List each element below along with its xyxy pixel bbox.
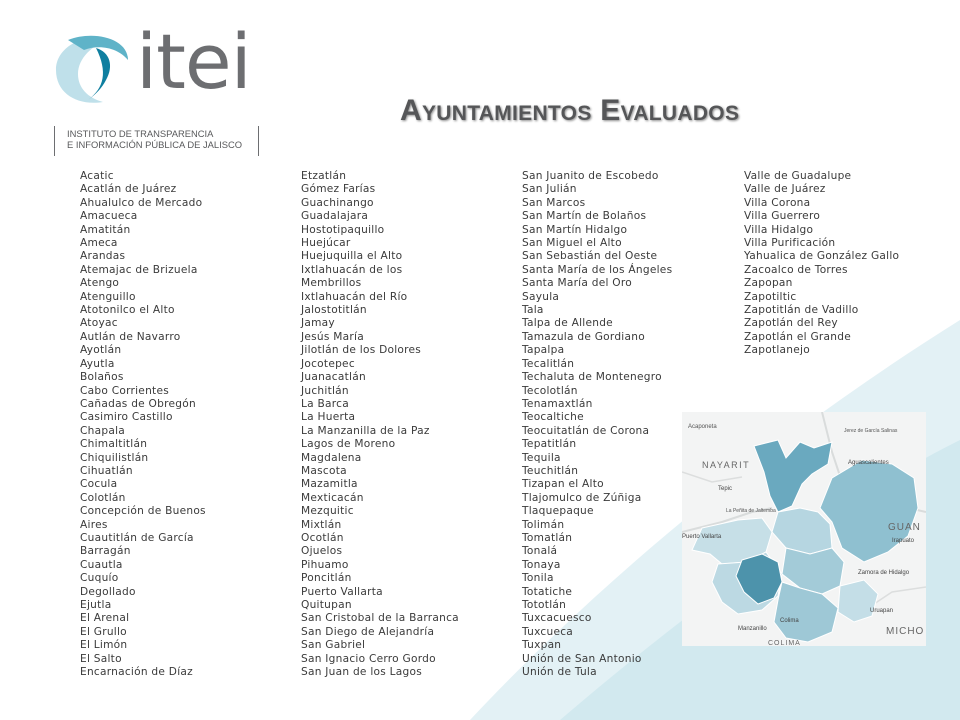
map-label-aguascalientes: Aguascalientes	[848, 460, 889, 466]
municipality-item: Tuxcacuesco	[522, 612, 592, 625]
municipality-item: Ahualulco de Mercado	[80, 196, 203, 209]
municipality-item: Poncitlán	[301, 572, 352, 585]
municipality-item: Ejutla	[80, 599, 112, 611]
municipality-item: Tonalá	[522, 545, 558, 558]
municipality-item: Jilotlán de los Dolores	[301, 344, 422, 357]
municipality-item: Magdalena	[301, 451, 362, 464]
municipality-item: Techaluta de Montenegro	[522, 371, 662, 384]
municipality-item: Tecalitlán	[522, 357, 575, 370]
municipality-item: Ixtlahuacán del Río	[301, 290, 408, 303]
municipality-item: Jesús María	[301, 330, 364, 343]
municipality-item: Zapotlán del Rey	[744, 317, 838, 330]
municipality-item: Sayula	[522, 290, 560, 303]
municipality-item: Tuxcueca	[522, 625, 574, 638]
map-label-colima: Colima	[780, 618, 799, 624]
municipality-item: Cihuatlán	[80, 464, 133, 477]
municipality-item: El Arenal	[80, 612, 130, 625]
municipality-item: Ayutla	[80, 357, 115, 370]
municipality-item: La Manzanilla de la Paz	[301, 424, 430, 437]
municipality-item: Quitupan	[301, 599, 352, 611]
itei-logo	[48, 17, 268, 160]
municipality-item: Teocuitatlán de Corona	[522, 424, 650, 437]
municipality-item: Teuchitlán	[522, 464, 579, 477]
municipality-item: Puerto Vallarta	[301, 585, 383, 598]
municipality-item: Acatic	[80, 170, 114, 182]
municipality-item: San Juanito de Escobedo	[522, 170, 659, 182]
municipality-item: Tequila	[522, 451, 561, 464]
map-label-guan: GUAN	[888, 522, 921, 533]
municipality-item: El Grullo	[80, 625, 127, 638]
municipality-column-3	[522, 170, 672, 679]
municipality-item: Cuautitlán de García	[80, 531, 194, 544]
municipality-item: Jalostotitlán	[301, 304, 367, 317]
municipality-item: San Diego de Alejandría	[301, 625, 435, 638]
logo-subtitle-line1: INSTITUTO DE TRANSPARENCIA	[67, 128, 214, 139]
municipality-item: Mascota	[301, 464, 347, 477]
municipality-item: Tuxpan	[522, 639, 562, 652]
municipality-item: Tapalpa	[522, 344, 565, 357]
municipality-item: Lagos de Moreno	[301, 438, 396, 451]
municipality-item: Yahualica de González Gallo	[744, 250, 900, 263]
jalisco-map	[682, 412, 926, 646]
municipality-item: Valle de Juárez	[744, 183, 826, 196]
municipality-item: Colotlán	[80, 491, 126, 504]
municipality-item: Zapotlanejo	[744, 344, 810, 357]
municipality-item: Tenamaxtlán	[522, 397, 593, 410]
map-label-irapuato: Irapuato	[892, 538, 915, 544]
municipality-item: Tepatitlán	[522, 438, 577, 451]
logo-subtitle-line2: E INFORMACIÓN PÚBLICA DE JALISCO	[67, 139, 243, 150]
municipality-item: Tala	[522, 304, 544, 317]
municipality-item: Etzatlán	[301, 170, 347, 182]
municipality-item: Cabo Corrientes	[80, 384, 169, 397]
municipality-item: Degollado	[80, 585, 136, 598]
municipality-item: Tlajomulco de Zúñiga	[522, 491, 642, 504]
map-label-colima-state: COLIMA	[768, 640, 801, 646]
municipality-item: Zapotlán el Grande	[744, 330, 851, 343]
municipality-item: Atenguillo	[80, 290, 136, 303]
municipality-item: Membrillos	[301, 277, 362, 290]
municipality-item: Aires	[80, 518, 108, 531]
logo-swirl-icon	[48, 30, 138, 110]
municipality-item: Juchitlán	[301, 384, 349, 397]
municipality-item: Arandas	[80, 250, 126, 263]
municipality-item: Atemajac de Brizuela	[80, 263, 198, 276]
municipality-item: Mixtlán	[301, 518, 342, 531]
map-label-uruapan: Uruapan	[870, 608, 894, 614]
municipality-item: Santa María del Oro	[522, 277, 632, 290]
municipality-item: Valle de Guadalupe	[744, 170, 852, 182]
map-label-acaponeta: Acaponeta	[688, 424, 717, 430]
map-label-manzanillo: Manzanillo	[738, 626, 767, 632]
municipality-item: Cañadas de Obregón	[80, 397, 196, 410]
municipality-item: Guachinango	[301, 196, 374, 209]
logo-subtitle	[54, 126, 259, 156]
municipality-item: San Sebastián del Oeste	[522, 250, 658, 263]
municipality-item: Guadalajara	[301, 210, 369, 223]
municipality-item: Villa Purificación	[744, 237, 836, 250]
municipality-item: Chimaltitlán	[80, 438, 148, 451]
municipality-item: Tlaquepaque	[522, 505, 594, 518]
municipality-item: Teocaltiche	[522, 411, 584, 424]
municipality-item: El Salto	[80, 652, 122, 665]
municipality-item: Jamay	[301, 317, 335, 330]
municipality-item: Santa María de los Ángeles	[522, 263, 673, 276]
municipality-item: Zapotitlán de Vadillo	[744, 304, 859, 317]
municipality-item: Tonila	[522, 572, 554, 585]
map-label-micho: MICHO	[886, 626, 925, 637]
municipality-item: Ayotlán	[80, 344, 122, 357]
municipality-item: San Ignacio Cerro Gordo	[301, 652, 436, 665]
municipality-item: Cuquío	[80, 572, 119, 585]
municipality-item: Barragán	[80, 545, 131, 558]
municipality-column-1	[80, 170, 206, 679]
municipality-item: San Juan de los Lagos	[301, 666, 423, 679]
municipality-item: Tolimán	[522, 518, 565, 531]
municipality-column-2	[301, 170, 459, 679]
municipality-item: Concepción de Buenos	[80, 505, 206, 518]
municipality-item: Unión de San Antonio	[522, 652, 642, 665]
municipality-item: La Huerta	[301, 411, 356, 424]
municipality-item: Talpa de Allende	[522, 317, 613, 330]
municipality-item: Atotonilco el Alto	[80, 304, 175, 317]
map-label-tepic: Tepic	[718, 486, 733, 492]
municipality-item: Amatitán	[80, 223, 131, 236]
municipality-item: Huejuquilla el Alto	[301, 250, 403, 263]
municipality-item: Encarnación de Díaz	[80, 666, 193, 679]
municipality-item: San Miguel el Alto	[522, 237, 622, 250]
municipality-item: Tamazula de Gordiano	[522, 330, 645, 343]
municipality-item: Casimiro Castillo	[80, 411, 173, 424]
municipality-item: Autlán de Navarro	[80, 330, 181, 343]
municipality-item: Ocotlán	[301, 531, 344, 544]
municipality-item: San Marcos	[522, 196, 586, 209]
municipality-item: Tonaya	[522, 558, 561, 571]
municipality-item: San Julián	[522, 183, 577, 196]
municipality-item: Chiquilistlán	[80, 451, 149, 464]
municipality-item: Atoyac	[80, 317, 118, 330]
municipality-item: Bolaños	[80, 371, 124, 384]
municipality-item: El Limón	[80, 639, 128, 652]
map-label-puerto: Puerto Vallarta	[682, 534, 722, 540]
municipality-item: Huejúcar	[301, 237, 351, 250]
municipality-item: San Martín de Bolaños	[522, 210, 647, 223]
municipality-item: Unión de Tula	[522, 666, 597, 679]
municipality-item: Gómez Farías	[301, 183, 376, 196]
logo-wordmark: itei	[136, 17, 251, 106]
municipality-item: Cuautla	[80, 558, 123, 571]
municipality-item: Chapala	[80, 424, 126, 437]
municipality-item: Amacueca	[80, 210, 138, 223]
municipality-item: Villa Hidalgo	[744, 223, 814, 236]
municipality-item: Ixtlahuacán de los	[301, 263, 403, 276]
municipality-item: Mazamitla	[301, 478, 358, 491]
municipality-item: La Barca	[301, 397, 349, 410]
municipality-column-4	[744, 170, 899, 358]
municipality-item: Zapotiltic	[744, 290, 797, 303]
municipality-item: Mezquitic	[301, 505, 354, 518]
map-label-jerez: Jerez de García Salinas	[844, 428, 898, 434]
municipality-item: Villa Guerrero	[744, 210, 821, 223]
municipality-item: Jocotepec	[301, 357, 355, 370]
municipality-item: Tomatlán	[522, 531, 573, 544]
municipality-item: Villa Corona	[744, 196, 811, 209]
municipality-item: San Gabriel	[301, 639, 366, 652]
municipality-item: Ameca	[80, 237, 118, 250]
municipality-item: Acatlán de Juárez	[80, 183, 177, 196]
municipality-item: Mexticacán	[301, 491, 364, 504]
municipality-item: Tototlán	[522, 599, 567, 611]
municipality-item: Totatiche	[522, 585, 573, 598]
municipality-item: Pihuamo	[301, 558, 349, 571]
map-label-penita: La Peñita de Jaltemba	[726, 508, 776, 514]
municipality-item: Tizapan el Alto	[522, 478, 604, 491]
municipality-item: Cocula	[80, 478, 118, 491]
page-title: Ayuntamientos Evaluados	[400, 94, 740, 127]
municipality-item: San Cristobal de la Barranca	[301, 612, 459, 625]
map-label-zamora: Zamora de Hidalgo	[858, 570, 910, 576]
municipality-item: Tecolotlán	[522, 384, 578, 397]
municipality-item: Hostotipaquillo	[301, 223, 385, 236]
municipality-item: Zacoalco de Torres	[744, 263, 848, 276]
municipality-item: Atengo	[80, 277, 120, 290]
municipality-item: Zapopan	[744, 277, 793, 290]
map-label-nayarit: NAYARIT	[702, 460, 751, 470]
municipality-item: San Martín Hidalgo	[522, 223, 628, 236]
municipality-item: Juanacatlán	[301, 371, 366, 384]
municipality-item: Ojuelos	[301, 545, 343, 558]
